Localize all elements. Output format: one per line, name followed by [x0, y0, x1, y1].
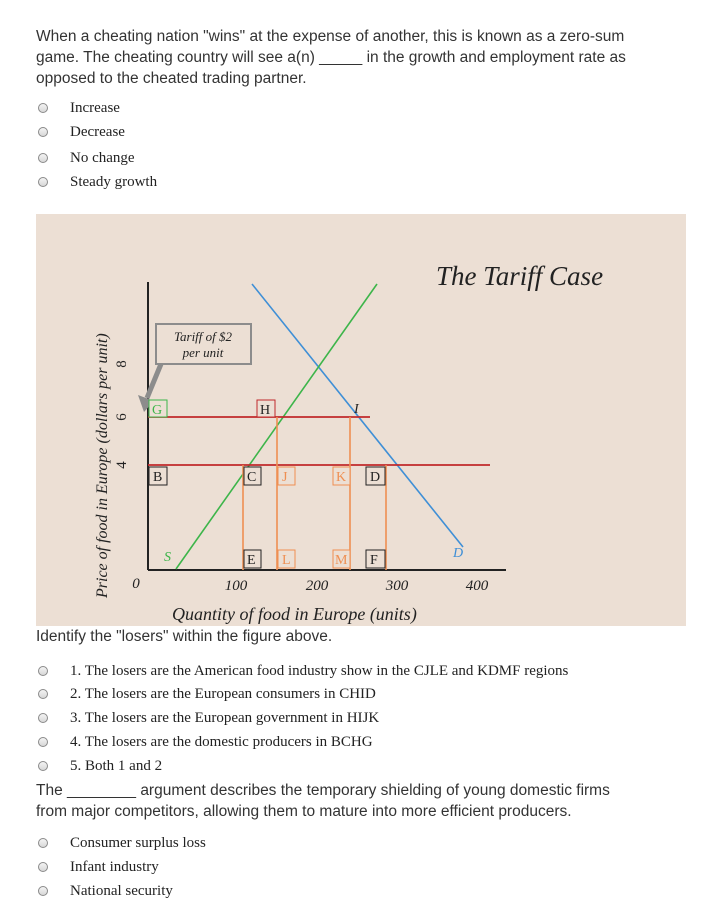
- option-label: Infant industry: [70, 858, 159, 875]
- supply-label: S: [164, 550, 171, 565]
- radio-button[interactable]: [38, 862, 48, 872]
- svg-text:J: J: [282, 470, 288, 485]
- point-g: [149, 400, 167, 418]
- demand-label: D: [453, 546, 464, 561]
- svg-text:G: G: [152, 403, 163, 418]
- x-tick-label: 300: [385, 578, 409, 594]
- point-d: [366, 467, 385, 485]
- question-3-start: The: [36, 782, 63, 799]
- radio-button[interactable]: [38, 761, 48, 771]
- point-c: [244, 467, 261, 485]
- q1-option-no-change[interactable]: [38, 147, 135, 169]
- tariff-case-diagram: [36, 214, 686, 626]
- svg-text:M: M: [335, 553, 348, 568]
- x-tick-label: 200: [305, 578, 329, 594]
- option-label: Decrease: [70, 123, 125, 140]
- point-l: [278, 550, 295, 568]
- q2-option-5[interactable]: [38, 755, 162, 777]
- q3-option-consumer-surplus-loss[interactable]: [38, 832, 206, 854]
- q1-option-increase[interactable]: [38, 97, 120, 119]
- option-label: No change: [70, 149, 135, 166]
- option-label: Steady growth: [70, 173, 158, 190]
- question-1-line: opposed to the cheated trading partner.: [36, 70, 307, 87]
- svg-text:C: C: [247, 470, 257, 485]
- question-1-line: game. The cheating country will see a(n) _____ in the growth and employment rate as: [36, 49, 626, 66]
- question-3-line: [36, 780, 610, 801]
- question-3-blank: ________: [67, 782, 136, 799]
- option-label: 4. The losers are the domestic producers in BCHG: [70, 733, 373, 750]
- svg-text:F: F: [370, 553, 378, 568]
- q3-option-infant-industry[interactable]: [38, 856, 159, 878]
- point-h: [257, 400, 275, 418]
- svg-text:I: I: [354, 402, 359, 417]
- svg-text:E: E: [247, 553, 256, 568]
- y-tick-label: 0: [132, 576, 140, 592]
- svg-text:B: B: [153, 470, 163, 485]
- tariff-box-line2: per unit: [182, 345, 224, 360]
- figure-title: The Tariff Case: [436, 261, 604, 291]
- question-3-line: from major competitors, allowing them to mature into more efficient producers.: [36, 803, 572, 820]
- tariff-case-figure: [36, 214, 686, 626]
- q2-option-2[interactable]: [38, 683, 376, 705]
- point-k: [333, 467, 350, 485]
- q1-option-decrease[interactable]: [38, 121, 125, 143]
- q3-option-national-security[interactable]: [38, 880, 173, 902]
- y-tick-label: 8: [114, 360, 130, 368]
- x-tick-label: 400: [465, 578, 489, 594]
- svg-text:H: H: [260, 403, 271, 418]
- q2-option-4[interactable]: [38, 731, 373, 753]
- q1-option-steady-growth[interactable]: [38, 171, 157, 193]
- q2-option-1[interactable]: [38, 660, 568, 682]
- question-1-line: When a cheating nation "wins" at the expense of another, this is known as a zero-sum: [36, 28, 625, 45]
- radio-button[interactable]: [38, 838, 48, 848]
- y-axis-label: Price of food in Europe (dollars per unit): [94, 333, 111, 598]
- question-2-text: Identify the "losers" within the figure above.: [36, 628, 333, 645]
- svg-text:D: D: [370, 470, 381, 485]
- tariff-box-line1: Tariff of $2: [173, 329, 233, 344]
- svg-text:K: K: [336, 470, 347, 485]
- option-label: Increase: [70, 99, 120, 116]
- y-tick-label: 6: [114, 413, 130, 421]
- radio-button[interactable]: [38, 737, 48, 747]
- radio-button[interactable]: [38, 177, 48, 187]
- point-b: [149, 467, 167, 485]
- svg-text:L: L: [282, 553, 291, 568]
- radio-button[interactable]: [38, 666, 48, 676]
- option-label: 5. Both 1 and 2: [70, 757, 163, 774]
- point-m: [333, 550, 350, 568]
- radio-button[interactable]: [38, 689, 48, 699]
- q2-option-3[interactable]: [38, 707, 379, 729]
- point-j: [278, 467, 295, 485]
- point-f: [366, 550, 385, 568]
- option-label: 2. The losers are the European consumers in CHID: [70, 685, 376, 702]
- point-e: [244, 550, 261, 568]
- y-tick-label: 4: [114, 461, 130, 469]
- radio-button[interactable]: [38, 127, 48, 137]
- x-axis-label: Quantity of food in Europe (units): [172, 604, 417, 624]
- point-i: [353, 402, 360, 417]
- radio-button[interactable]: [38, 103, 48, 113]
- option-label: 3. The losers are the European government in HIJK: [70, 709, 380, 726]
- radio-button[interactable]: [38, 713, 48, 723]
- question-3-end: argument describes the temporary shielding of young domestic firms: [140, 782, 610, 799]
- option-label: National security: [70, 882, 173, 899]
- radio-button[interactable]: [38, 886, 48, 896]
- option-label: Consumer surplus loss: [70, 834, 206, 851]
- x-tick-label: 100: [224, 578, 248, 594]
- tariff-arrow: [147, 364, 161, 398]
- radio-button[interactable]: [38, 153, 48, 163]
- option-label: 1. The losers are the American food industry show in the CJLE and KDMF regions: [70, 662, 569, 679]
- question-1-text: [36, 26, 626, 89]
- question-3-text: [36, 780, 610, 822]
